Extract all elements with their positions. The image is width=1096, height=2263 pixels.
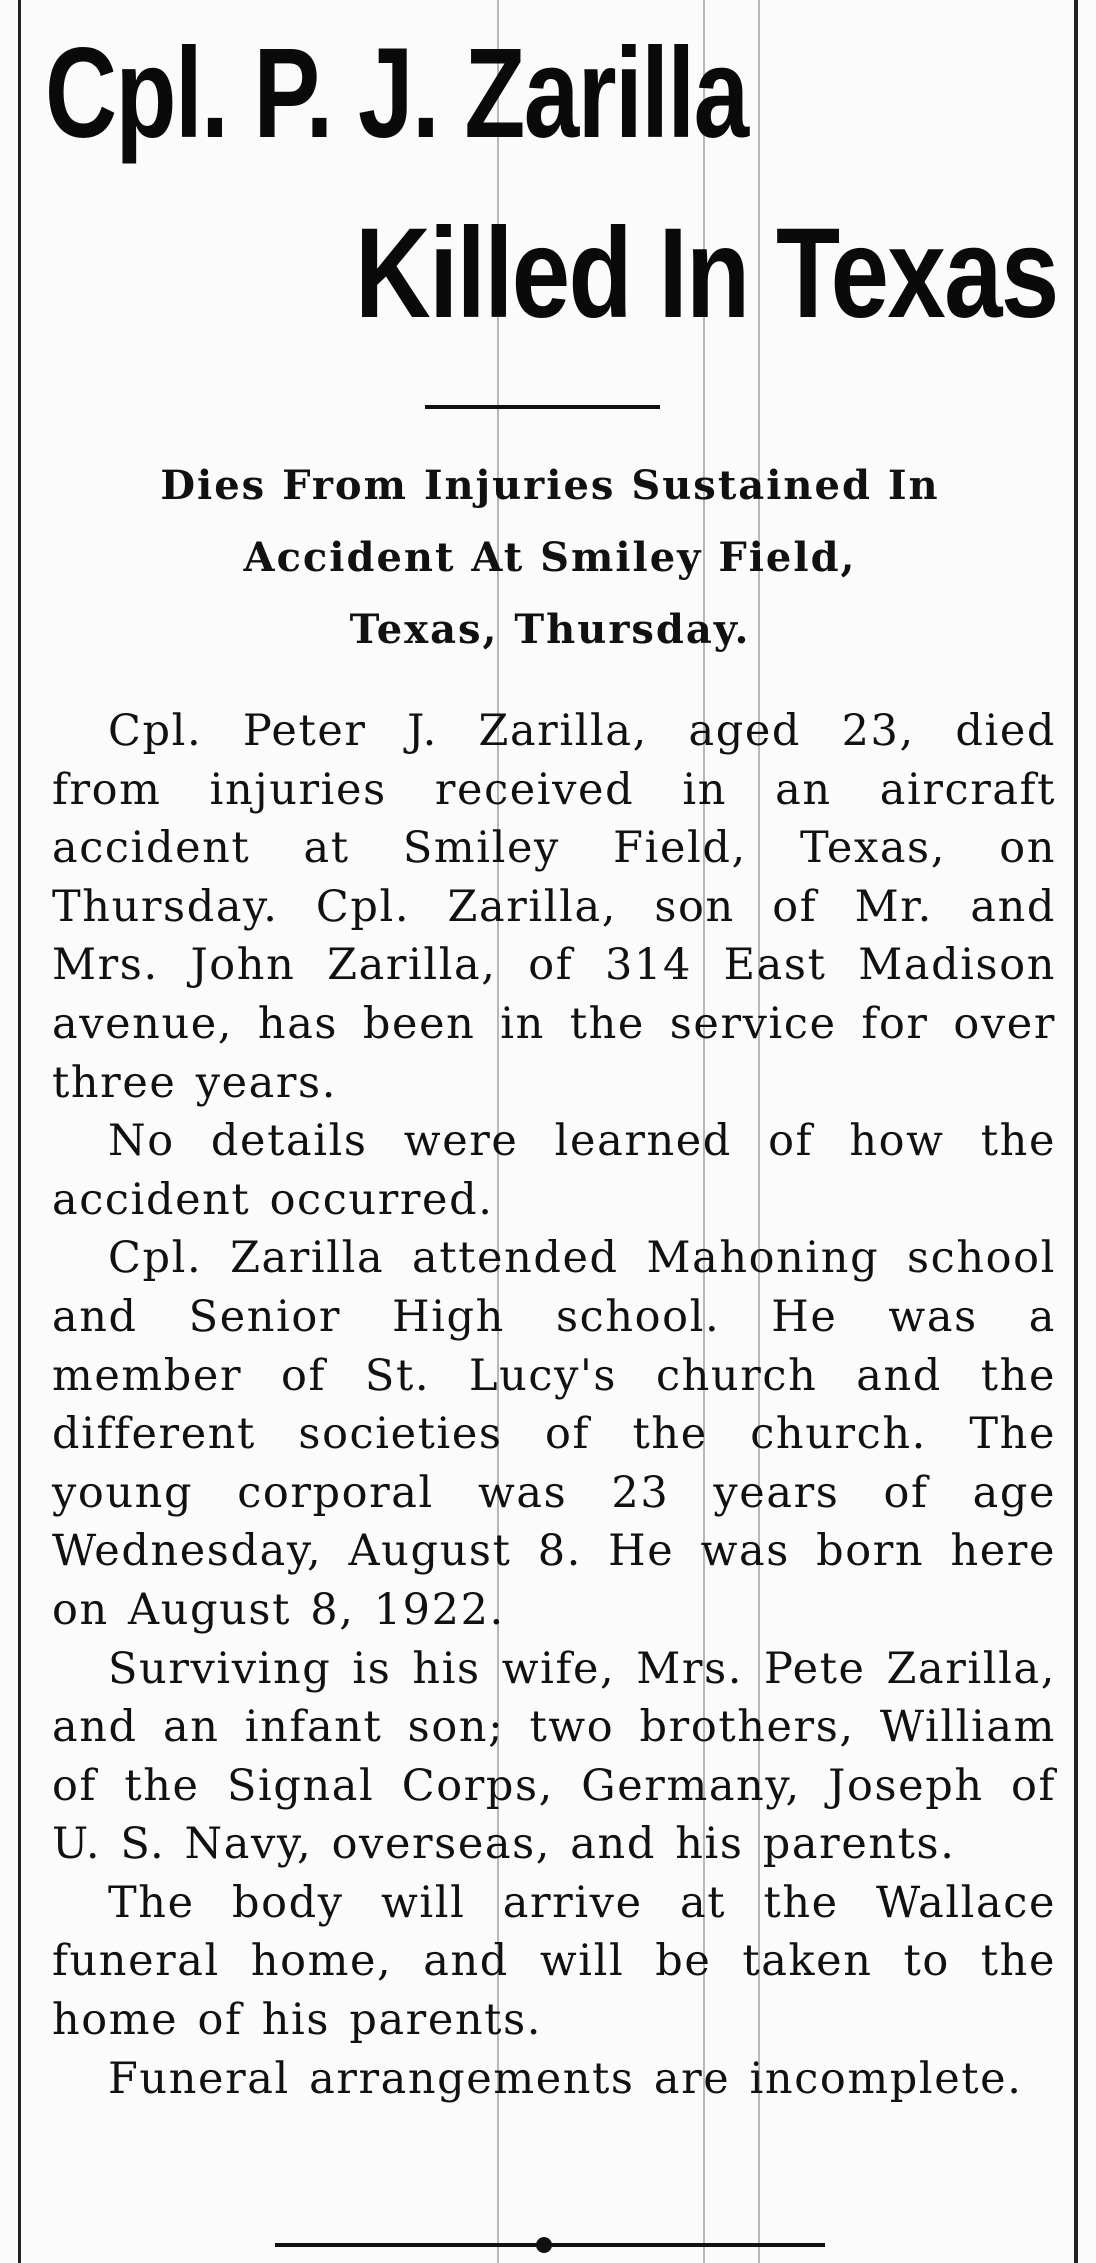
paragraph: Cpl. Peter J. Zarilla, aged 23, died from injuries received in an aircraft accident at Smiley Field, Texas, on Thursday. Cpl. Zarilla, son of Mr. and Mrs. John Zarilla, of 314 East Madison avenue, has been in the service for over three years. [52, 706, 1056, 1108]
paragraph: Surviving is his wife, Mrs. Pete Zarilla, and an infant son; two brothers, William of the Signal Corps, Germany, Joseph of U. S. Navy, overseas, and his parents. [52, 1643, 1056, 1870]
subheadline-line: Dies From Injuries Sustained In [160, 462, 940, 509]
subheadline-line: Accident At Smiley Field, [243, 534, 857, 581]
column-border-right [1074, 0, 1078, 2263]
subheadline-line: Texas, Thursday. [349, 606, 751, 653]
paragraph: No details were learned of how the accident occurred. [52, 1116, 1056, 1225]
end-of-article-dot [536, 2237, 552, 2253]
column-border-left [18, 0, 21, 2263]
paragraph: Cpl. Zarilla attended Mahoning school and Senior High school. He was a member of St. Lucy's church and the different societies of the church. The young corporal was 23 years of age Wednesday, August 8. He was born here on August 8, 1922. [52, 1233, 1056, 1635]
article-body [52, 702, 1056, 2108]
headline-line-1: Cpl. P. J. Zarilla [45, 22, 748, 165]
headline-divider [425, 405, 660, 409]
paragraph: The body will arrive at the Wallace funeral home, and will be taken to the home of his parents. [52, 1877, 1056, 2046]
headline-line-2: Killed In Texas [355, 202, 1058, 345]
paragraph: Funeral arrangements are incomplete. [108, 2053, 1023, 2104]
subheadline [40, 450, 1060, 666]
